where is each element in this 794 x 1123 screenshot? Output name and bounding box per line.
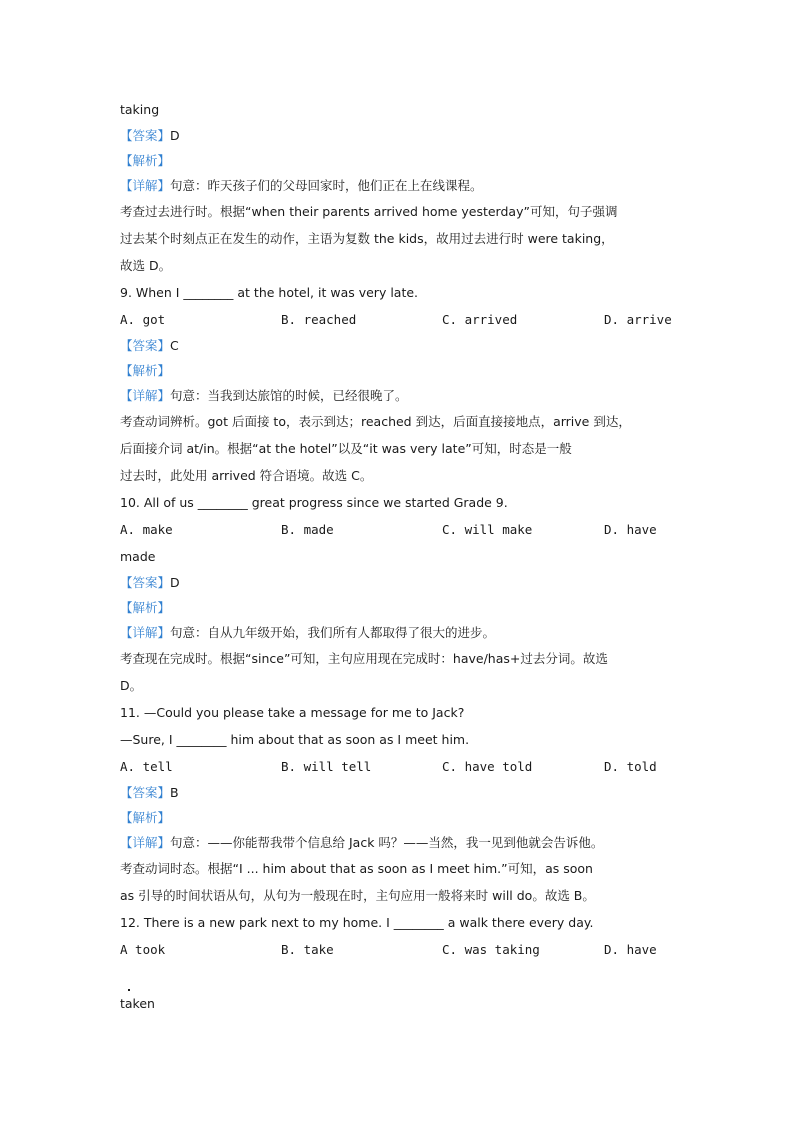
labeled-line bbox=[120, 830, 680, 855]
section-tag: 【答案】 bbox=[120, 575, 171, 590]
option-b: B. will tell bbox=[281, 759, 372, 774]
options-row bbox=[120, 516, 680, 543]
labeled-line bbox=[120, 620, 680, 645]
text-line: 12. There is a new park next to my home. I ________ a walk there every day. bbox=[120, 915, 594, 930]
options-row bbox=[120, 306, 680, 333]
text-line: —Sure, I ________ him about that as soon as I meet him. bbox=[120, 732, 470, 747]
option-c: C. was taking bbox=[442, 942, 540, 957]
text-line bbox=[120, 963, 680, 990]
option-a: A. got bbox=[120, 312, 166, 327]
labeled-line bbox=[120, 383, 680, 408]
text-line: 9. When I ________ at the hotel, it was very late. bbox=[120, 285, 419, 300]
labeled-line bbox=[120, 173, 680, 198]
text-line: 过去某个时刻点正在发生的动作，主语为复数 the kids，故用过去进行时 were taking， bbox=[120, 231, 614, 246]
text-line: 考查动词时态。根据“I ... him about that as soon as I meet him.”可知，as soon bbox=[120, 861, 593, 876]
text-line: 考查过去进行时。根据“when their parents arrived home yesterday”可知，句子强调 bbox=[120, 204, 618, 219]
option-d: D. have bbox=[604, 942, 657, 957]
section-tag: 【解析】 bbox=[120, 153, 171, 168]
section-tag: 【解析】 bbox=[120, 810, 171, 825]
tag-content: 句意：当我到达旅馆的时候，已经很晚了。 bbox=[170, 388, 408, 403]
tag-content: 句意：昨天孩子们的父母回家时，他们正在上在线课程。 bbox=[170, 178, 483, 193]
text-line: 后面接介词 at/in。根据“at the hotel”以及“it was very late”可知，时态是一般 bbox=[120, 441, 572, 456]
labeled-line bbox=[120, 123, 680, 148]
section-tag: 【答案】 bbox=[120, 785, 171, 800]
section-tag: 【详解】 bbox=[120, 835, 171, 850]
option-a: A. make bbox=[120, 522, 173, 537]
stray-dot-mark bbox=[128, 989, 130, 991]
options-row bbox=[120, 936, 680, 963]
labeled-line bbox=[120, 805, 680, 830]
tag-content: D bbox=[170, 575, 180, 590]
option-d: D. have bbox=[604, 522, 657, 537]
text-line: 考查现在完成时。根据“since”可知，主句应用现在完成时：have/has+过去分词。故选 bbox=[120, 651, 608, 666]
section-tag: 【解析】 bbox=[120, 363, 171, 378]
labeled-line bbox=[120, 595, 680, 620]
text-line: as 引导的时间状语从句，从句为一般现在时，主句应用一般将来时 will do。故选 B。 bbox=[120, 888, 595, 903]
section-tag: 【详解】 bbox=[120, 178, 171, 193]
section-tag: 【解析】 bbox=[120, 600, 171, 615]
text-line: 11. —Could you please take a message for me to Jack? bbox=[120, 705, 465, 720]
tag-content: B bbox=[170, 785, 179, 800]
section-tag: 【详解】 bbox=[120, 388, 171, 403]
labeled-line bbox=[120, 358, 680, 383]
labeled-line bbox=[120, 570, 680, 595]
text-line: 故选 D。 bbox=[120, 258, 172, 273]
text-line: 10. All of us ________ great progress since we started Grade 9. bbox=[120, 495, 508, 510]
labeled-line bbox=[120, 148, 680, 173]
text-line: 过去时，此处用 arrived 符合语境。故选 C。 bbox=[120, 468, 373, 483]
labeled-line bbox=[120, 780, 680, 805]
text-line: 考查动词辨析。got 后面接 to，表示到达；reached 到达，后面直接接地点，arrive 到达， bbox=[120, 414, 631, 429]
tag-content: D bbox=[170, 128, 180, 143]
option-b: B. made bbox=[281, 522, 334, 537]
text-line: taken bbox=[120, 996, 155, 1011]
option-a: A. tell bbox=[120, 759, 173, 774]
option-c: C. will make bbox=[442, 522, 533, 537]
options-row bbox=[120, 753, 680, 780]
text-line: D。 bbox=[120, 678, 143, 693]
text-line: taking bbox=[120, 102, 160, 117]
option-a: A took bbox=[120, 942, 166, 957]
option-b: B. reached bbox=[281, 312, 357, 327]
option-d: D. told bbox=[604, 759, 657, 774]
tag-content: 句意：自从九年级开始，我们所有人都取得了很大的进步。 bbox=[170, 625, 496, 640]
section-tag: 【详解】 bbox=[120, 625, 171, 640]
tag-content: 句意：——你能帮我带个信息给 Jack 吗？——当然，我一见到他就会告诉他。 bbox=[170, 835, 604, 850]
tag-content: C bbox=[170, 338, 179, 353]
option-c: C. arrived bbox=[442, 312, 518, 327]
option-d: D. arrive bbox=[604, 312, 672, 327]
labeled-line bbox=[120, 333, 680, 358]
option-c: C. have told bbox=[442, 759, 533, 774]
section-tag: 【答案】 bbox=[120, 338, 171, 353]
section-tag: 【答案】 bbox=[120, 128, 171, 143]
document-page bbox=[120, 96, 680, 1017]
option-b: B. take bbox=[281, 942, 334, 957]
text-line: made bbox=[120, 549, 156, 564]
